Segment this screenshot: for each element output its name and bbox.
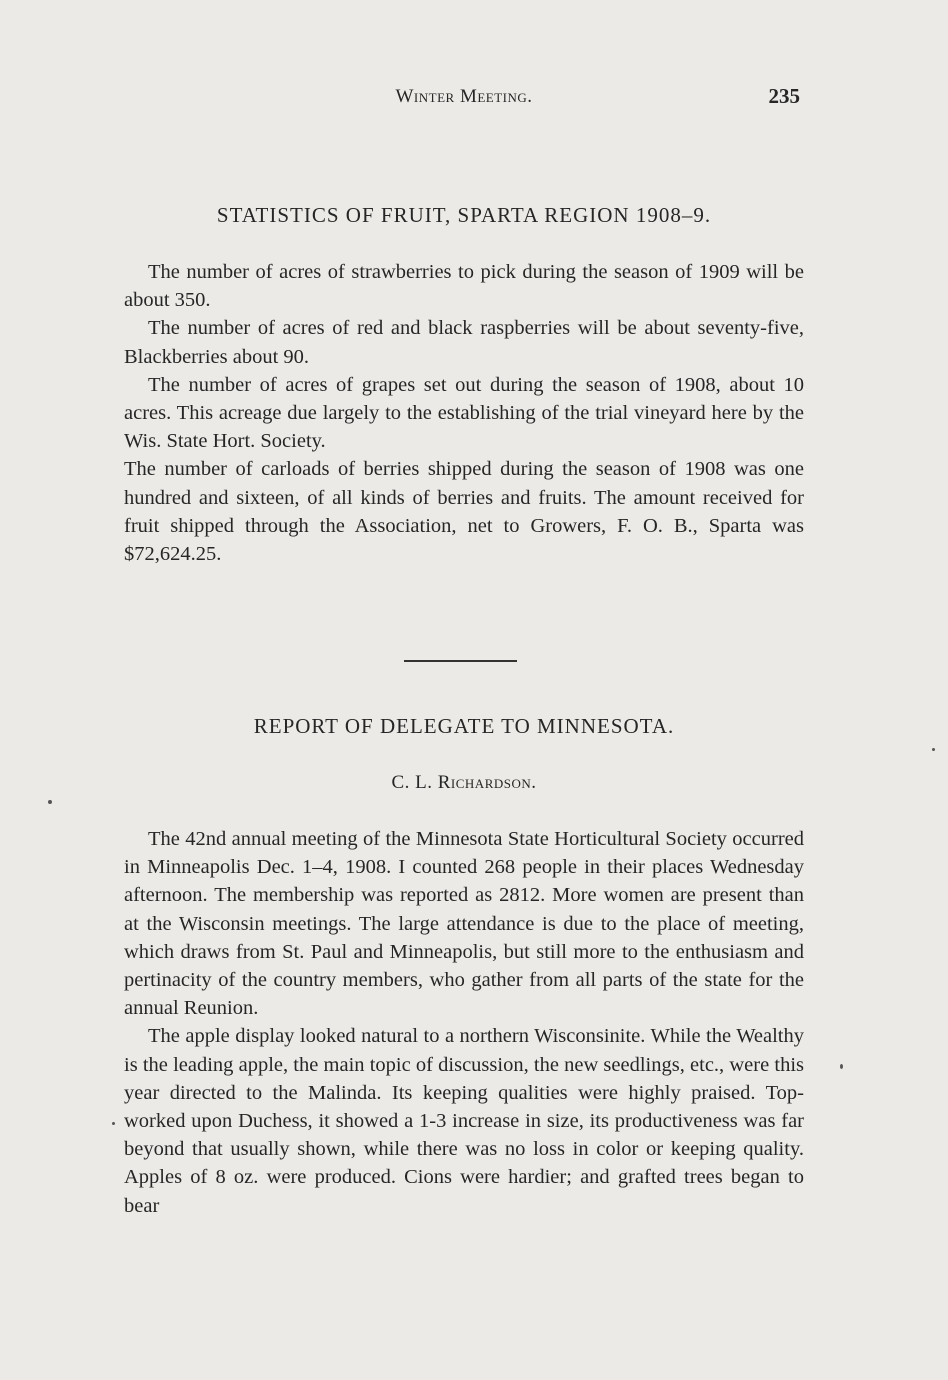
paper-speck <box>840 1064 843 1069</box>
paragraph: The number of acres of red and black raspberries will be about seventy-five, Blackberries about 90. <box>124 317 804 368</box>
paper-speck <box>932 748 935 751</box>
paragraph: The 42nd annual meeting of the Minnesota State Horticultural Society occurred in Minneapolis Dec. 1–4, 1908. I counted 268 people in their places Wednesday afternoon. The membership was reported as 2812. More women are present than at the Wisconsin meetings. The large attendance is due to the place of meeting, which draws from St. Paul and Minneapolis, but still more to the enthusiasm and pertinacity of the country members, who gather from all parts of the state for the annual Reunion. <box>124 828 804 1020</box>
section-delegate-report <box>124 714 804 739</box>
section-title: STATISTICS OF FRUIT, SPARTA REGION 1908–9. <box>216 203 712 227</box>
fruit-statistics-body <box>124 258 804 568</box>
section-divider <box>404 660 517 662</box>
paragraph: The apple display looked natural to a northern Wisconsinite. While the Wealthy is the leading apple, the main topic of discussion, the new seedlings, etc., were this year directed to the Malinda. Its keeping qualities were highly praised. Top-worked upon Duchess, it showed a 1-3 increase in size, its productiveness was far beyond that usually shown, while there was no loss in color or keeping quality. Apples of 8 oz. were produced. Cions were hardier; and grafted trees began to bear <box>124 1025 804 1217</box>
paper-speck <box>48 800 52 804</box>
author-line <box>124 772 804 794</box>
running-head <box>124 86 804 114</box>
page-number: 235 <box>768 84 800 108</box>
delegate-report-body <box>124 825 804 1220</box>
running-title: Winter Meeting. <box>395 86 533 107</box>
section-fruit-statistics <box>124 203 804 228</box>
author-byline: C. L. Richardson. <box>391 772 537 793</box>
paragraph: The number of acres of strawberries to pick during the season of 1909 will be about 350. <box>124 261 804 312</box>
paper-speck <box>112 1122 115 1125</box>
paragraph: The number of acres of grapes set out during the season of 1908, about 10 acres. This acreage due largely to the establishing of the trial vineyard here by the Wis. State Hort. Society. <box>124 373 804 453</box>
section-title: REPORT OF DELEGATE TO MINNESOTA. <box>253 714 675 738</box>
paragraph: The number of carloads of berries shipped during the season of 1908 was one hundred and sixteen, of all kinds of berries and fruits. The amount received for fruit shipped through the Association, net to Growers, F. O. B., Sparta was $72,624.25. <box>124 458 804 566</box>
